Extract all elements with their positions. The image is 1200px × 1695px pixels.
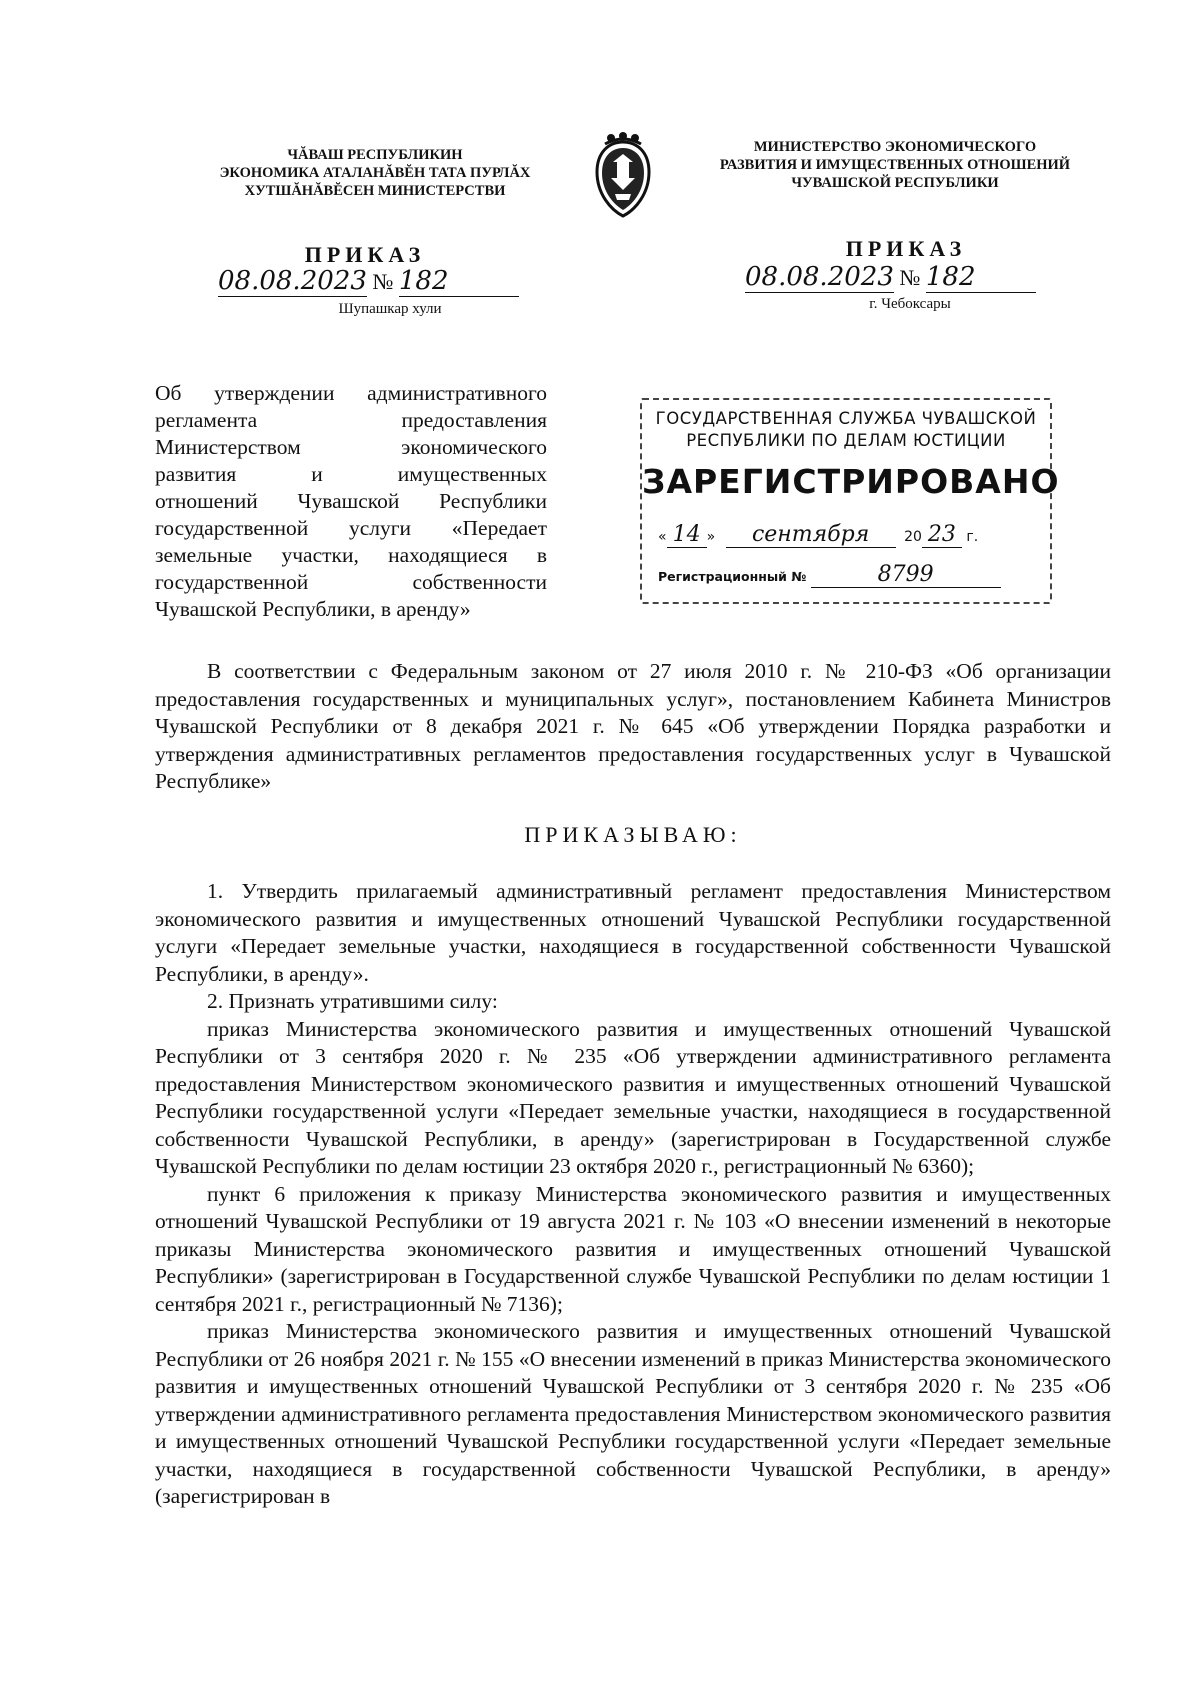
stamp-reg-number: 8799 — [811, 562, 1001, 588]
ministry-name-russian — [700, 138, 1090, 192]
order-item-2: 2. Признать утратившими силу: — [207, 989, 498, 1013]
quote-open: « — [658, 529, 667, 545]
header-right-line: РАЗВИТИЯ И ИМУЩЕСТВЕННЫХ ОТНОШЕНИЙ — [719, 157, 1071, 173]
order-items — [155, 878, 1111, 1511]
subject-line: земельные участки, находящиеся в — [155, 543, 547, 567]
subject-line: государственной собственности — [155, 570, 547, 594]
stamp-title-line: ГОСУДАРСТВЕННАЯ СЛУЖБА ЧУВАШСКОЙ — [655, 409, 1037, 428]
registration-stamp — [640, 398, 1060, 604]
header-right-line: ЧУВАШСКОЙ РЕСПУБЛИКИ — [791, 175, 999, 191]
header-right-line: МИНИСТЕРСТВО ЭКОНОМИЧЕСКОГО — [753, 139, 1037, 155]
stamp-reg-label: Регистрационный № — [658, 569, 807, 584]
header-left-line: ЧĂВАШ РЕСПУБЛИКИН — [287, 147, 463, 163]
quote-close: » — [706, 529, 716, 545]
header-left-line: ХУТШĂНĂВĔСЕН МИНИСТЕРСТВИ — [244, 183, 506, 199]
stamp-year-unit: г. — [966, 529, 979, 545]
subject-line: отношений Чувашской Республики — [155, 489, 547, 513]
order-item-2c: приказ Министерства экономического развития и имущественных отношений Чувашской Республики от 26 ноября 2021 г. № 155 «О внесении изменений в приказ Министерства экономического развития и имущественных отношений Чувашской Республики от 3 сентября 2020 г. № 235 «Об утверждении административного регламента предоставления Министерством экономического развития и имущественных отношений Чувашской Республики государственной услуги «Передает земельные участки, находящиеся в государственной собственности Чувашской Республики, в аренду» (зарегистрирован в — [155, 1319, 1111, 1508]
order-number-value-left: 182 — [399, 266, 519, 297]
order-word: ПРИКАЗЫВАЮ: — [524, 822, 742, 847]
stamp-title — [642, 408, 1050, 452]
number-sign: № — [899, 265, 921, 290]
stamp-year-prefix: 20 — [904, 529, 922, 545]
chuvash-coat-of-arms-icon — [591, 132, 655, 218]
prikaz-heading-right: ПРИКАЗ — [845, 236, 967, 261]
order-item-2b: пункт 6 приложения к приказу Министерства экономического развития и имущественных отношений Чувашской Республики от 19 августа 2021 г. № 103 «О внесении изменений в некоторые приказы Министерства экономического развития и имущественных отношений Чувашской Республики» (зарегистрирован в Государственной службе Чувашской Республики по делам юстиции 1 сентября 2021 г., регистрационный № 7136); — [155, 1181, 1111, 1316]
subject-line: Чувашской Республики, в аренду» — [155, 597, 471, 621]
order-number-value-right: 182 — [926, 262, 1036, 293]
prikaz-heading-left: ПРИКАЗ — [304, 242, 426, 267]
stamp-registration — [658, 562, 1038, 588]
subject-line: государственной услуги «Передает — [155, 516, 547, 540]
order-number-right — [745, 262, 1036, 293]
order-item-2a: приказ Министерства экономического развития и имущественных отношений Чувашской Республики от 3 сентября 2020 г. № 235 «Об утверждении административного регламента предоставления Министерством экономического развития и имущественных отношений Чувашской Республики государственной услуги «Передает земельные участки, находящиеся в государственной собственности Чувашской Республики, в аренду» (зарегистрирован в Государственной службе Чувашской Республики по делам юстиции 23 октября 2020 г., регистрационный № 6360); — [155, 1016, 1111, 1178]
preamble — [155, 658, 1111, 796]
number-sign: № — [372, 269, 394, 294]
subject-line: Об утверждении административного — [155, 381, 547, 405]
stamp-year-suffix: 23 — [922, 522, 962, 548]
city-left: Шупашкар хули — [338, 301, 442, 317]
order-date-left: 08.08.2023 — [218, 266, 367, 296]
subject-line: регламента предоставления — [155, 408, 547, 432]
header-left-line: ЭКОНОМИКА АТАЛАНĂВĔН ТАТА ПУРЛĂХ — [219, 165, 531, 181]
stamp-date — [658, 522, 1038, 548]
order-number-left — [218, 266, 519, 297]
stamp-day: 14 — [667, 522, 707, 548]
preamble-text: В соответствии с Федеральным законом от 27 июля 2010 г. № 210-ФЗ «Об организации предоставления государственных и муниципальных услуг», постановлением Кабинета Министров Чувашской Республики от 8 декабря 2021 г. № 645 «Об утверждении Порядка разработки и утверждения административных регламентов предоставления государственных услуг в Чувашской Республике» — [155, 659, 1111, 793]
order-item-1: 1. Утвердить прилагаемый административный регламент предоставления Министерством экономического развития и имущественных отношений Чувашской Республики государственной услуги «Передает земельные участки, находящиеся в государственной собственности Чувашской Республики, в аренду». — [155, 879, 1111, 986]
order-subject — [155, 380, 547, 623]
subject-line: развития и имущественных — [155, 462, 547, 486]
subject-line: Министерством экономического — [155, 435, 547, 459]
stamp-registered-label: ЗАРЕГИСТРИРОВАНО — [642, 462, 1060, 501]
stamp-month: сентября — [726, 522, 896, 548]
stamp-title-line: РЕСПУБЛИКИ ПО ДЕЛАМ ЮСТИЦИИ — [686, 431, 1006, 450]
ministry-name-chuvash — [190, 146, 560, 200]
city-right: г. Чебоксары — [869, 296, 951, 312]
order-date-right: 08.08.2023 — [745, 262, 894, 292]
